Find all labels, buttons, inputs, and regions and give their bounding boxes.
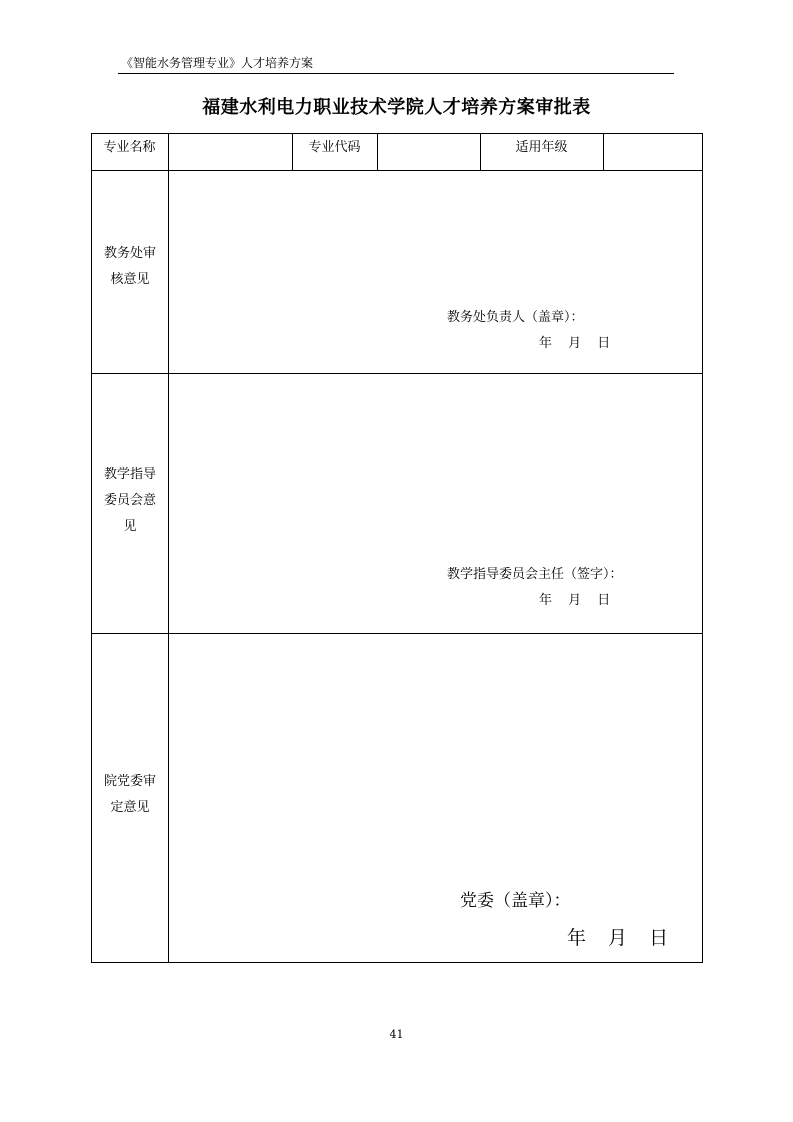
section-label-teaching-committee [99, 462, 161, 540]
academic-affairs-signature-label: 教务处负责人（盖章）： [447, 310, 584, 325]
academic-affairs-date: 年 月 日 [539, 336, 611, 351]
section-label-party-committee [99, 769, 161, 821]
label-line: 核意见 [110, 272, 150, 287]
info-divider-2 [377, 133, 378, 170]
row-divider-info [91, 170, 703, 171]
party-committee-opinion-area[interactable] [172, 638, 698, 878]
label-line: 院党委审 [103, 774, 156, 789]
party-committee-date: 年 月 日 [567, 927, 669, 949]
party-committee-signature-label: 党委（盖章）： [460, 891, 571, 911]
label-line: 委员会意 [103, 493, 156, 508]
major-code-label: 专业代码 [308, 140, 361, 155]
grade-field[interactable] [607, 140, 699, 164]
label-line: 教务处审 [103, 246, 156, 261]
grade-label: 适用年级 [515, 140, 568, 155]
row-divider-section-2 [91, 633, 703, 634]
info-divider-4 [603, 133, 604, 170]
major-name-label: 专业名称 [103, 140, 156, 155]
label-line: 定意见 [110, 800, 150, 815]
running-header: 《智能水务管理专业》人才培养方案 [121, 56, 314, 70]
major-code-field[interactable] [381, 140, 476, 164]
label-line: 教学指导 [103, 467, 156, 482]
page-number: 41 [389, 1028, 404, 1041]
header-rule [118, 73, 674, 74]
major-name-field[interactable] [172, 140, 288, 164]
label-line: 见 [123, 519, 137, 534]
teaching-committee-signature-label: 教学指导委员会主任（签字）： [447, 567, 623, 582]
form-title: 福建水利电力职业技术学院人才培养方案审批表 [202, 97, 591, 118]
section-label-academic-affairs [99, 241, 161, 293]
teaching-committee-date: 年 月 日 [539, 593, 611, 608]
teaching-committee-opinion-area[interactable] [172, 378, 698, 554]
row-divider-section-1 [91, 373, 703, 374]
academic-affairs-opinion-area[interactable] [172, 175, 698, 295]
label-column-divider [168, 133, 169, 963]
